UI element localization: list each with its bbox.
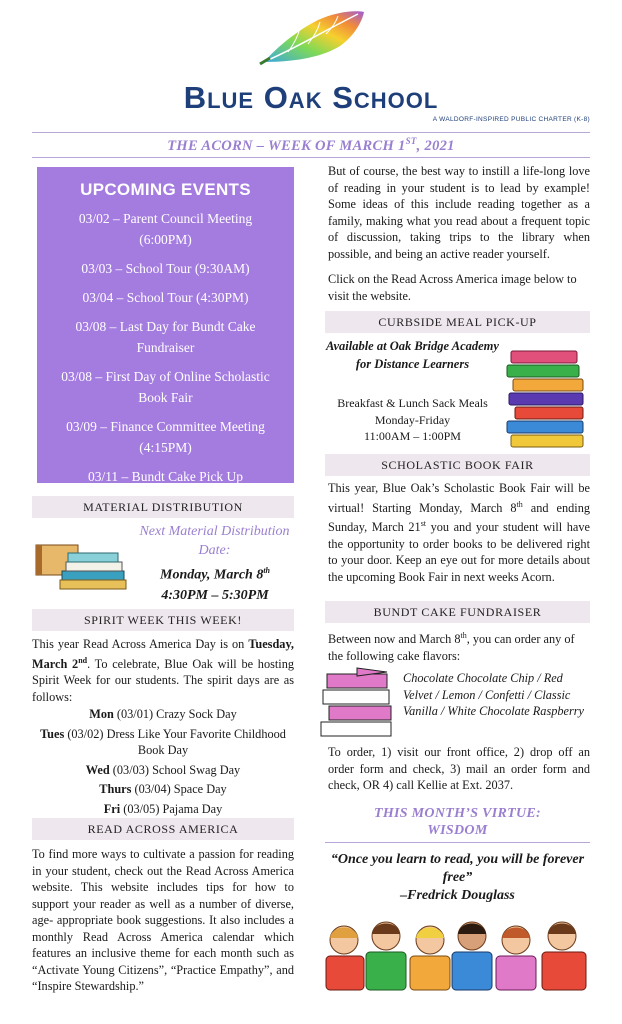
event-item: 03/02 – Parent Council Meeting (6:00PM) bbox=[78, 211, 253, 247]
book-fair-header: SCHOLASTIC BOOK FAIR bbox=[325, 454, 590, 476]
book-fair-body: This year, Blue Oak’s Scholastic Book Fair will be virtual! Starting Monday, March 8th and ending Sunday, March 21st you and your student will have the opportunity to order books to be delivered right to your door. Keep an eye out for more details about the upcoming Book Fair in next weeks Acorn. bbox=[328, 481, 591, 584]
school-tagline: A WALDORF-INSPIRED PUBLIC CHARTER (K-8) bbox=[432, 116, 590, 123]
events-title: UPCOMING EVENTS bbox=[80, 180, 251, 199]
issue-title: THE ACORN – WEEK OF MARCH 1ST, 2021 bbox=[167, 136, 455, 154]
header-divider bbox=[32, 132, 590, 133]
kids-reading-illustration-icon[interactable] bbox=[322, 910, 592, 998]
read-across-link-paragraph[interactable]: Click on the Read Across America image below to visit the website. bbox=[328, 272, 577, 303]
spirit-week-header: SPIRIT WEEK THIS WEEK! bbox=[32, 609, 294, 631]
bundt-cake-intro: Between now and March 8th, you can order any of the following cake flavors: bbox=[328, 631, 575, 663]
read-across-america-body: To find more ways to cultivate a passion for reading in your student, check out the Read Across America website. This website includes tips for how to support your reader as well as a number of diverse, age- appropriate book suggestions. It also includes a monthly Read Across America calendar which features an inclusive theme for each month such as “Activate Young Citizens”, “Practice Empathy”, and “Inspire Stewardship.” bbox=[32, 847, 294, 993]
event-item: 03/11 – Bundt Cake Pick Up bbox=[87, 469, 244, 484]
bundt-cake-header: BUNDT CAKE FUNDRAISER bbox=[325, 601, 590, 623]
reading-tips-paragraph: But of course, the best way to instill a life-long love of reading in your student is to lead by example! Some ideas of this include reading together as a family, making what you read about a frequent topic of discussion, taking trips to the library when possible, and being an active reader yourself. bbox=[328, 164, 590, 261]
spirit-day-item: Thurs (03/04) Space Day bbox=[99, 782, 227, 796]
material-distribution-header: MATERIAL DISTRIBUTION bbox=[32, 496, 294, 518]
event-item: 03/04 – School Tour (4:30PM) bbox=[82, 290, 249, 305]
curbside-meal-section bbox=[325, 335, 590, 455]
spirit-day-item: Tues (03/02) Dress Like Your Favorite Childhood Book Day bbox=[40, 726, 286, 757]
pink-books-icon bbox=[317, 666, 402, 744]
virtue-divider bbox=[325, 842, 590, 843]
material-distribution-section bbox=[32, 519, 294, 603]
title-divider bbox=[32, 157, 590, 158]
spirit-day-item: Wed (03/03) School Swag Day bbox=[85, 762, 241, 777]
event-item: 03/09 – Finance Committee Meeting (4:15PM) bbox=[66, 419, 265, 455]
spirit-week-intro: This year Read Across America Day is on Tuesday, March 2nd. To celebrate, Blue Oak will be hosting Spirit Week for our students. The spirit days are as follows: bbox=[32, 637, 295, 704]
meal-info: Breakfast & Lunch Sack Meals Monday-Friday 11:00AM – 1:00PM bbox=[337, 396, 488, 443]
cake-flavors-list: Chocolate Chocolate Chip / Red Velvet / Lemon / Confetti / Classic Vanilla / White Chocolate Raspberry bbox=[403, 671, 585, 718]
next-distribution-label: Next Material Distribution Date: bbox=[139, 524, 290, 558]
oak-leaf-logo-icon bbox=[258, 6, 368, 68]
meal-location: Available at Oak Bridge Academy for Distance Learners bbox=[326, 339, 499, 371]
upcoming-events-box bbox=[37, 167, 294, 483]
curbside-meal-header: CURBSIDE MEAL PICK-UP bbox=[325, 311, 590, 333]
monthly-virtue: THIS MONTH’S VIRTUE: WISDOM bbox=[373, 806, 542, 838]
read-across-america-header: READ ACROSS AMERICA bbox=[32, 818, 294, 840]
event-item: 03/08 – Last Day for Bundt Cake Fundraiser bbox=[75, 319, 256, 355]
event-item: 03/03 – School Tour (9:30AM) bbox=[81, 261, 250, 276]
bundt-cake-flavors-section bbox=[325, 666, 590, 746]
spirit-day-item: Fri (03/05) Pajama Day bbox=[103, 801, 223, 816]
colorful-books-icon bbox=[505, 345, 590, 451]
bundt-order-instructions: To order, 1) visit our front office, 2) drop off an order form and check, 3) mail an order form and check, OR 4) call Kellie at Ext. 2037. bbox=[328, 745, 590, 792]
school-name: Blue Oak School bbox=[183, 80, 439, 115]
spirit-days-list bbox=[32, 706, 294, 820]
newsletter-header bbox=[0, 0, 622, 130]
douglass-quote: “Once you learn to read, you will be forever free” –Fredrick Douglass bbox=[330, 852, 585, 903]
event-item: 03/08 – First Day of Online Scholastic Book Fair bbox=[61, 369, 270, 405]
books-stack-icon bbox=[32, 523, 132, 593]
next-distribution-date: Monday, March 8th 4:30PM – 5:30PM bbox=[160, 566, 270, 603]
spirit-day-item: Mon (03/01) Crazy Sock Day bbox=[89, 707, 237, 721]
